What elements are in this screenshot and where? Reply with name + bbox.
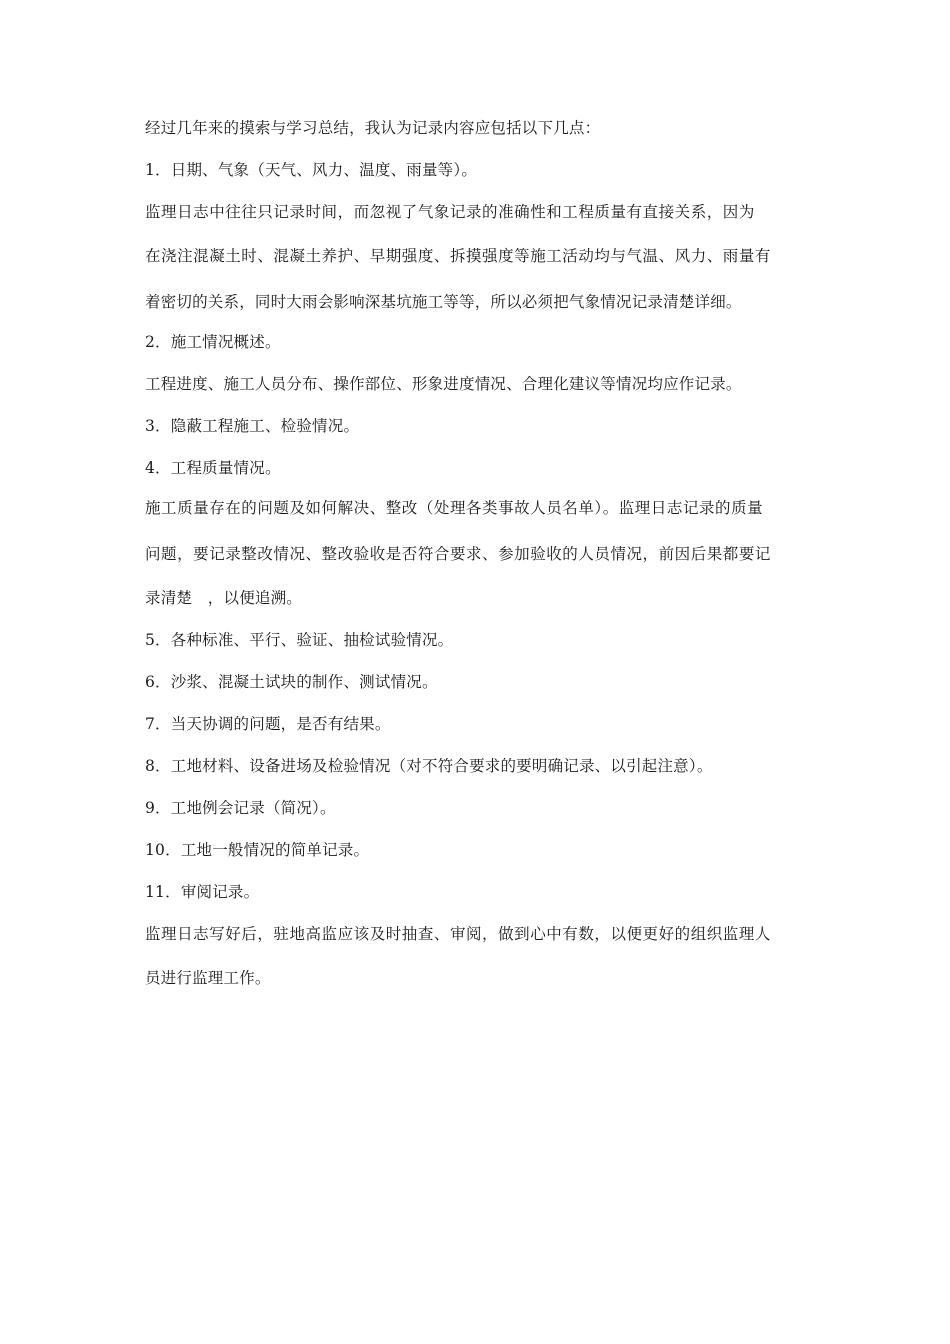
item-11-heading: 11．审阅记录。 [145, 883, 260, 901]
item-1-body-line-3: 着密切的关系，同时大雨会影响深基坑施工等等，所以必须把气象情况记录清楚详细。 [145, 293, 742, 311]
item-10-heading: 10．工地一般情况的简单记录。 [145, 841, 370, 859]
item-2-body: 工程进度、施工人员分布、操作部位、形象进度情况、合理化建议等情况均应作记录。 [145, 375, 742, 393]
item-11-body-line-1: 监理日志写好后，驻地高监应该及时抽查、审阅，做到心中有数，以便更好的组织监理人 [145, 925, 771, 943]
item-2-heading: 2．施工情况概述。 [145, 333, 281, 351]
item-9-heading: 9．工地例会记录（简况）。 [145, 799, 336, 817]
item-4-heading: 4．工程质量情况。 [145, 459, 281, 477]
item-4-body-line-1: 施工质量存在的问题及如何解决、整改（处理各类事故人员名单）。监理日志记录的质量 [145, 499, 764, 517]
item-3-heading: 3．隐蔽工程施工、检验情况。 [145, 417, 360, 435]
item-4-body-line-3: 录清楚 ，以便追溯。 [145, 589, 303, 607]
item-1-heading: 1．日期、气象（天气、风力、温度、雨量等）。 [145, 161, 478, 179]
item-4-body-line-2: 问题，要记录整改情况、整改验收是否符合要求、参加验收的人员情况，前因后果都要记 [145, 545, 771, 563]
item-7-heading: 7．当天协调的问题，是否有结果。 [145, 715, 391, 733]
item-1-body-line-2: 在浇注混凝土时、混凝土养护、早期强度、拆摸强度等施工活动均与气温、风力、雨量有 [145, 247, 771, 265]
intro-text: 经过几年来的摸索与学习总结，我认为记录内容应包括以下几点： [145, 119, 601, 137]
item-8-heading: 8．工地材料、设备进场及检验情况（对不符合要求的要明确记录、以引起注意）。 [145, 757, 713, 775]
item-5-heading: 5．各种标准、平行、验证、抽检试验情况。 [145, 631, 454, 649]
item-6-heading: 6．沙浆、混凝土试块的制作、测试情况。 [145, 673, 438, 691]
item-1-body-line-1: 监理日志中往往只记录时间，而忽视了气象记录的准确性和工程质量有直接关系，因为 [145, 203, 755, 221]
item-11-body-line-2: 员进行监理工作。 [145, 969, 271, 987]
